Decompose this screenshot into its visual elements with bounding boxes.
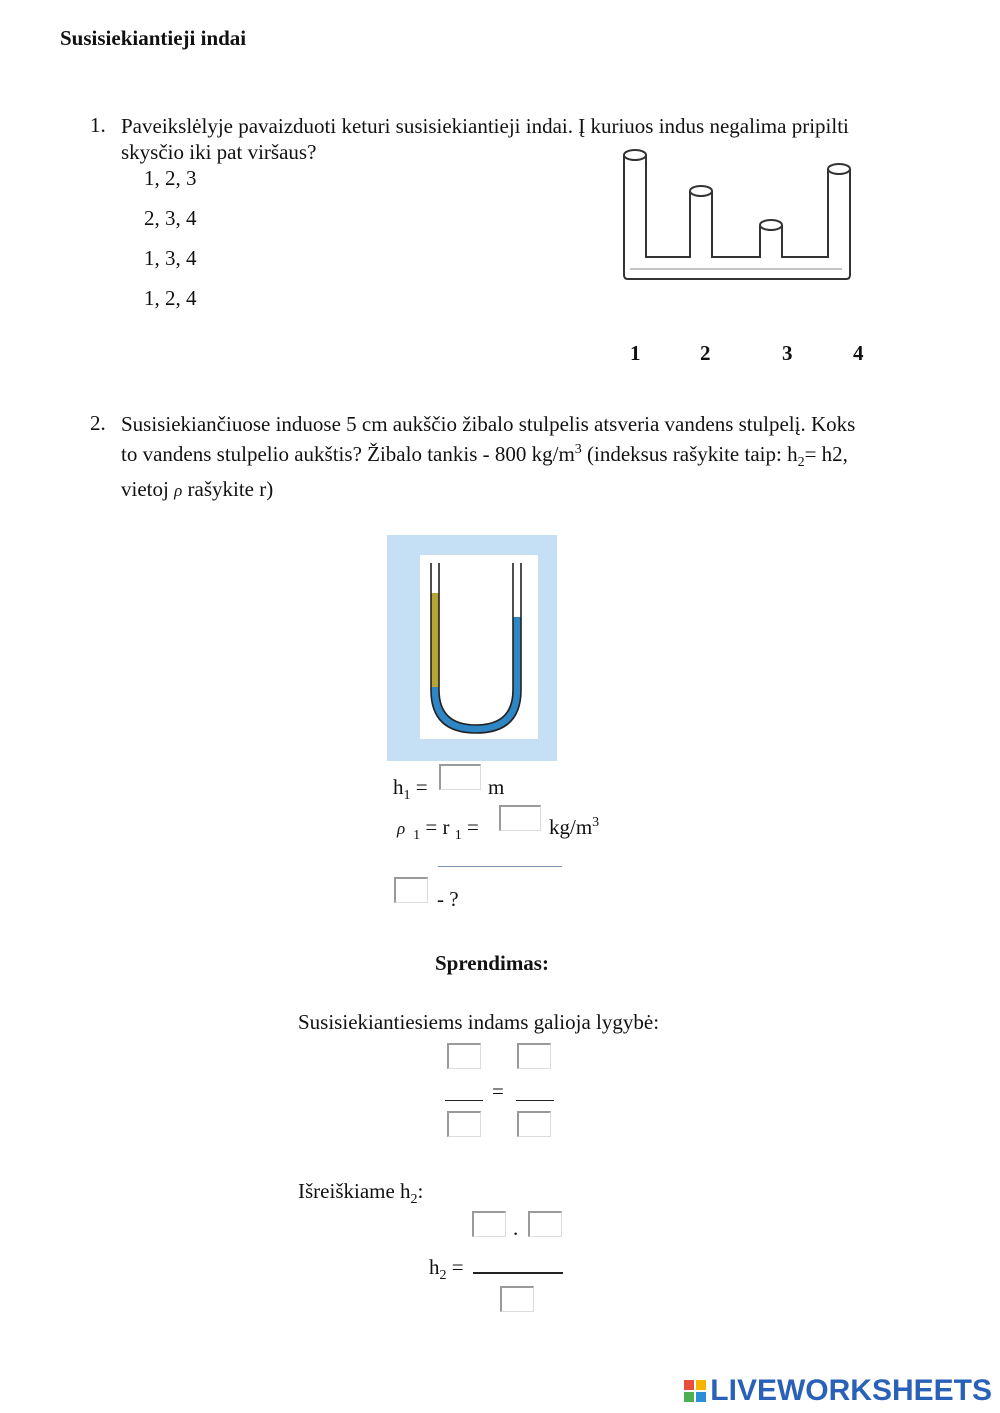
- kg-unit: kg/m: [549, 815, 593, 839]
- logo-icon: [684, 1380, 706, 1402]
- q2-text-line1: Susisiekiančiuose induose 5 cm aukščio žibalo stulpelis atsveria vandens stulpelį. Koks: [121, 412, 856, 436]
- express-label: Išreiškiame h: [298, 1179, 411, 1203]
- q2-line3-part: vietoj: [121, 477, 175, 502]
- q1-option-4[interactable]: 1, 2, 4: [144, 286, 197, 310]
- r1-sub: 1: [454, 828, 462, 844]
- kg-unit-sup: 3: [592, 815, 600, 830]
- frac-right-top-box[interactable]: [517, 1043, 551, 1069]
- q2-number: 2.: [90, 411, 106, 435]
- given-divider: [438, 866, 562, 867]
- rho-symbol: ρ: [174, 481, 183, 501]
- h1-unit: m: [488, 775, 505, 799]
- h2-eq: =: [446, 1255, 464, 1279]
- q2-line2-sub: 2: [797, 455, 805, 471]
- page-title: Susisiekiantieji indai: [60, 26, 247, 50]
- q2-line2-sup: 3: [574, 442, 582, 457]
- rho1-answer-box[interactable]: [499, 805, 541, 831]
- equality-text: Susisiekiantiesiems indams galioja lygybė:: [298, 1010, 660, 1034]
- multiply-dot: .: [513, 1216, 519, 1240]
- h2-letter: h: [429, 1255, 440, 1279]
- logo-square: [684, 1392, 694, 1402]
- q2-line2-part: (indeksus rašykite taip: h: [581, 442, 798, 466]
- unknown-answer-box[interactable]: [394, 877, 428, 903]
- q1-number: 1.: [90, 113, 106, 137]
- rho-sub: 1: [413, 828, 421, 844]
- logo-text: LIVEWORKSHEETS: [710, 1374, 992, 1407]
- vessel-label-1: 1: [630, 341, 641, 365]
- h2-num-box-2[interactable]: [528, 1211, 562, 1237]
- vessel-label-4: 4: [853, 341, 864, 365]
- h2-label: [429, 1255, 464, 1284]
- frac-left-bottom-box[interactable]: [447, 1111, 481, 1137]
- h1-sub: 1: [403, 788, 411, 804]
- q1-option-2[interactable]: 2, 3, 4: [144, 206, 197, 230]
- given-rho1: [397, 815, 479, 844]
- q1-text-line2: skysčio iki pat viršaus?: [121, 140, 317, 164]
- r1-text: = r: [420, 815, 455, 839]
- unknown-suffix: - ?: [437, 887, 459, 911]
- equals-sign: =: [492, 1079, 504, 1103]
- frac-right-bottom-box[interactable]: [517, 1111, 551, 1137]
- frac-right-line: [516, 1100, 554, 1101]
- logo-square: [684, 1380, 694, 1390]
- q2-text: [121, 411, 951, 504]
- given-h1: [393, 775, 428, 804]
- q2-line2-part: to vandens stulpelio aukštis? Žibalo tankis - 800 kg/m: [121, 442, 575, 466]
- q2-text-line2: [121, 437, 951, 476]
- q2-line2-part: = h2,: [804, 442, 848, 466]
- r1-eq: =: [461, 815, 479, 839]
- q1-option-3[interactable]: 1, 3, 4: [144, 246, 197, 270]
- h2-num-box-1[interactable]: [472, 1211, 506, 1237]
- q1-option-1[interactable]: 1, 2, 3: [144, 166, 197, 190]
- h2-fraction-line: [473, 1272, 563, 1274]
- rho-symbol: ρ: [397, 819, 406, 838]
- frac-left-top-box[interactable]: [447, 1043, 481, 1069]
- h1-answer-box[interactable]: [439, 764, 481, 790]
- h1-label: h: [393, 775, 404, 799]
- express-colon: :: [417, 1179, 424, 1203]
- vessel-label-3: 3: [782, 341, 793, 365]
- h2-denominator-box[interactable]: [500, 1286, 534, 1312]
- logo-square: [696, 1392, 706, 1402]
- h2-sub: 2: [439, 1268, 447, 1284]
- solution-heading: Sprendimas:: [435, 951, 549, 975]
- frac-left-line: [445, 1100, 483, 1101]
- vessel-label-2: 2: [700, 341, 711, 365]
- logo-square: [696, 1380, 706, 1390]
- rho1-unit: [549, 815, 599, 840]
- express-text: [298, 1179, 423, 1208]
- express-sub: 2: [410, 1192, 418, 1208]
- q2-line3-part: rašykite r): [182, 477, 274, 502]
- h1-eq: =: [410, 775, 428, 799]
- u-tube-figure: [387, 535, 557, 761]
- q1-text-line1: Paveikslėlyje pavaizduoti keturi susisiekiantieji indai. Į kuriuos indus negalima pripilti: [121, 114, 849, 138]
- q2-text-line3: [121, 476, 951, 504]
- communicating-vessels-figure: [618, 145, 858, 285]
- liveworksheets-logo: [684, 1374, 992, 1408]
